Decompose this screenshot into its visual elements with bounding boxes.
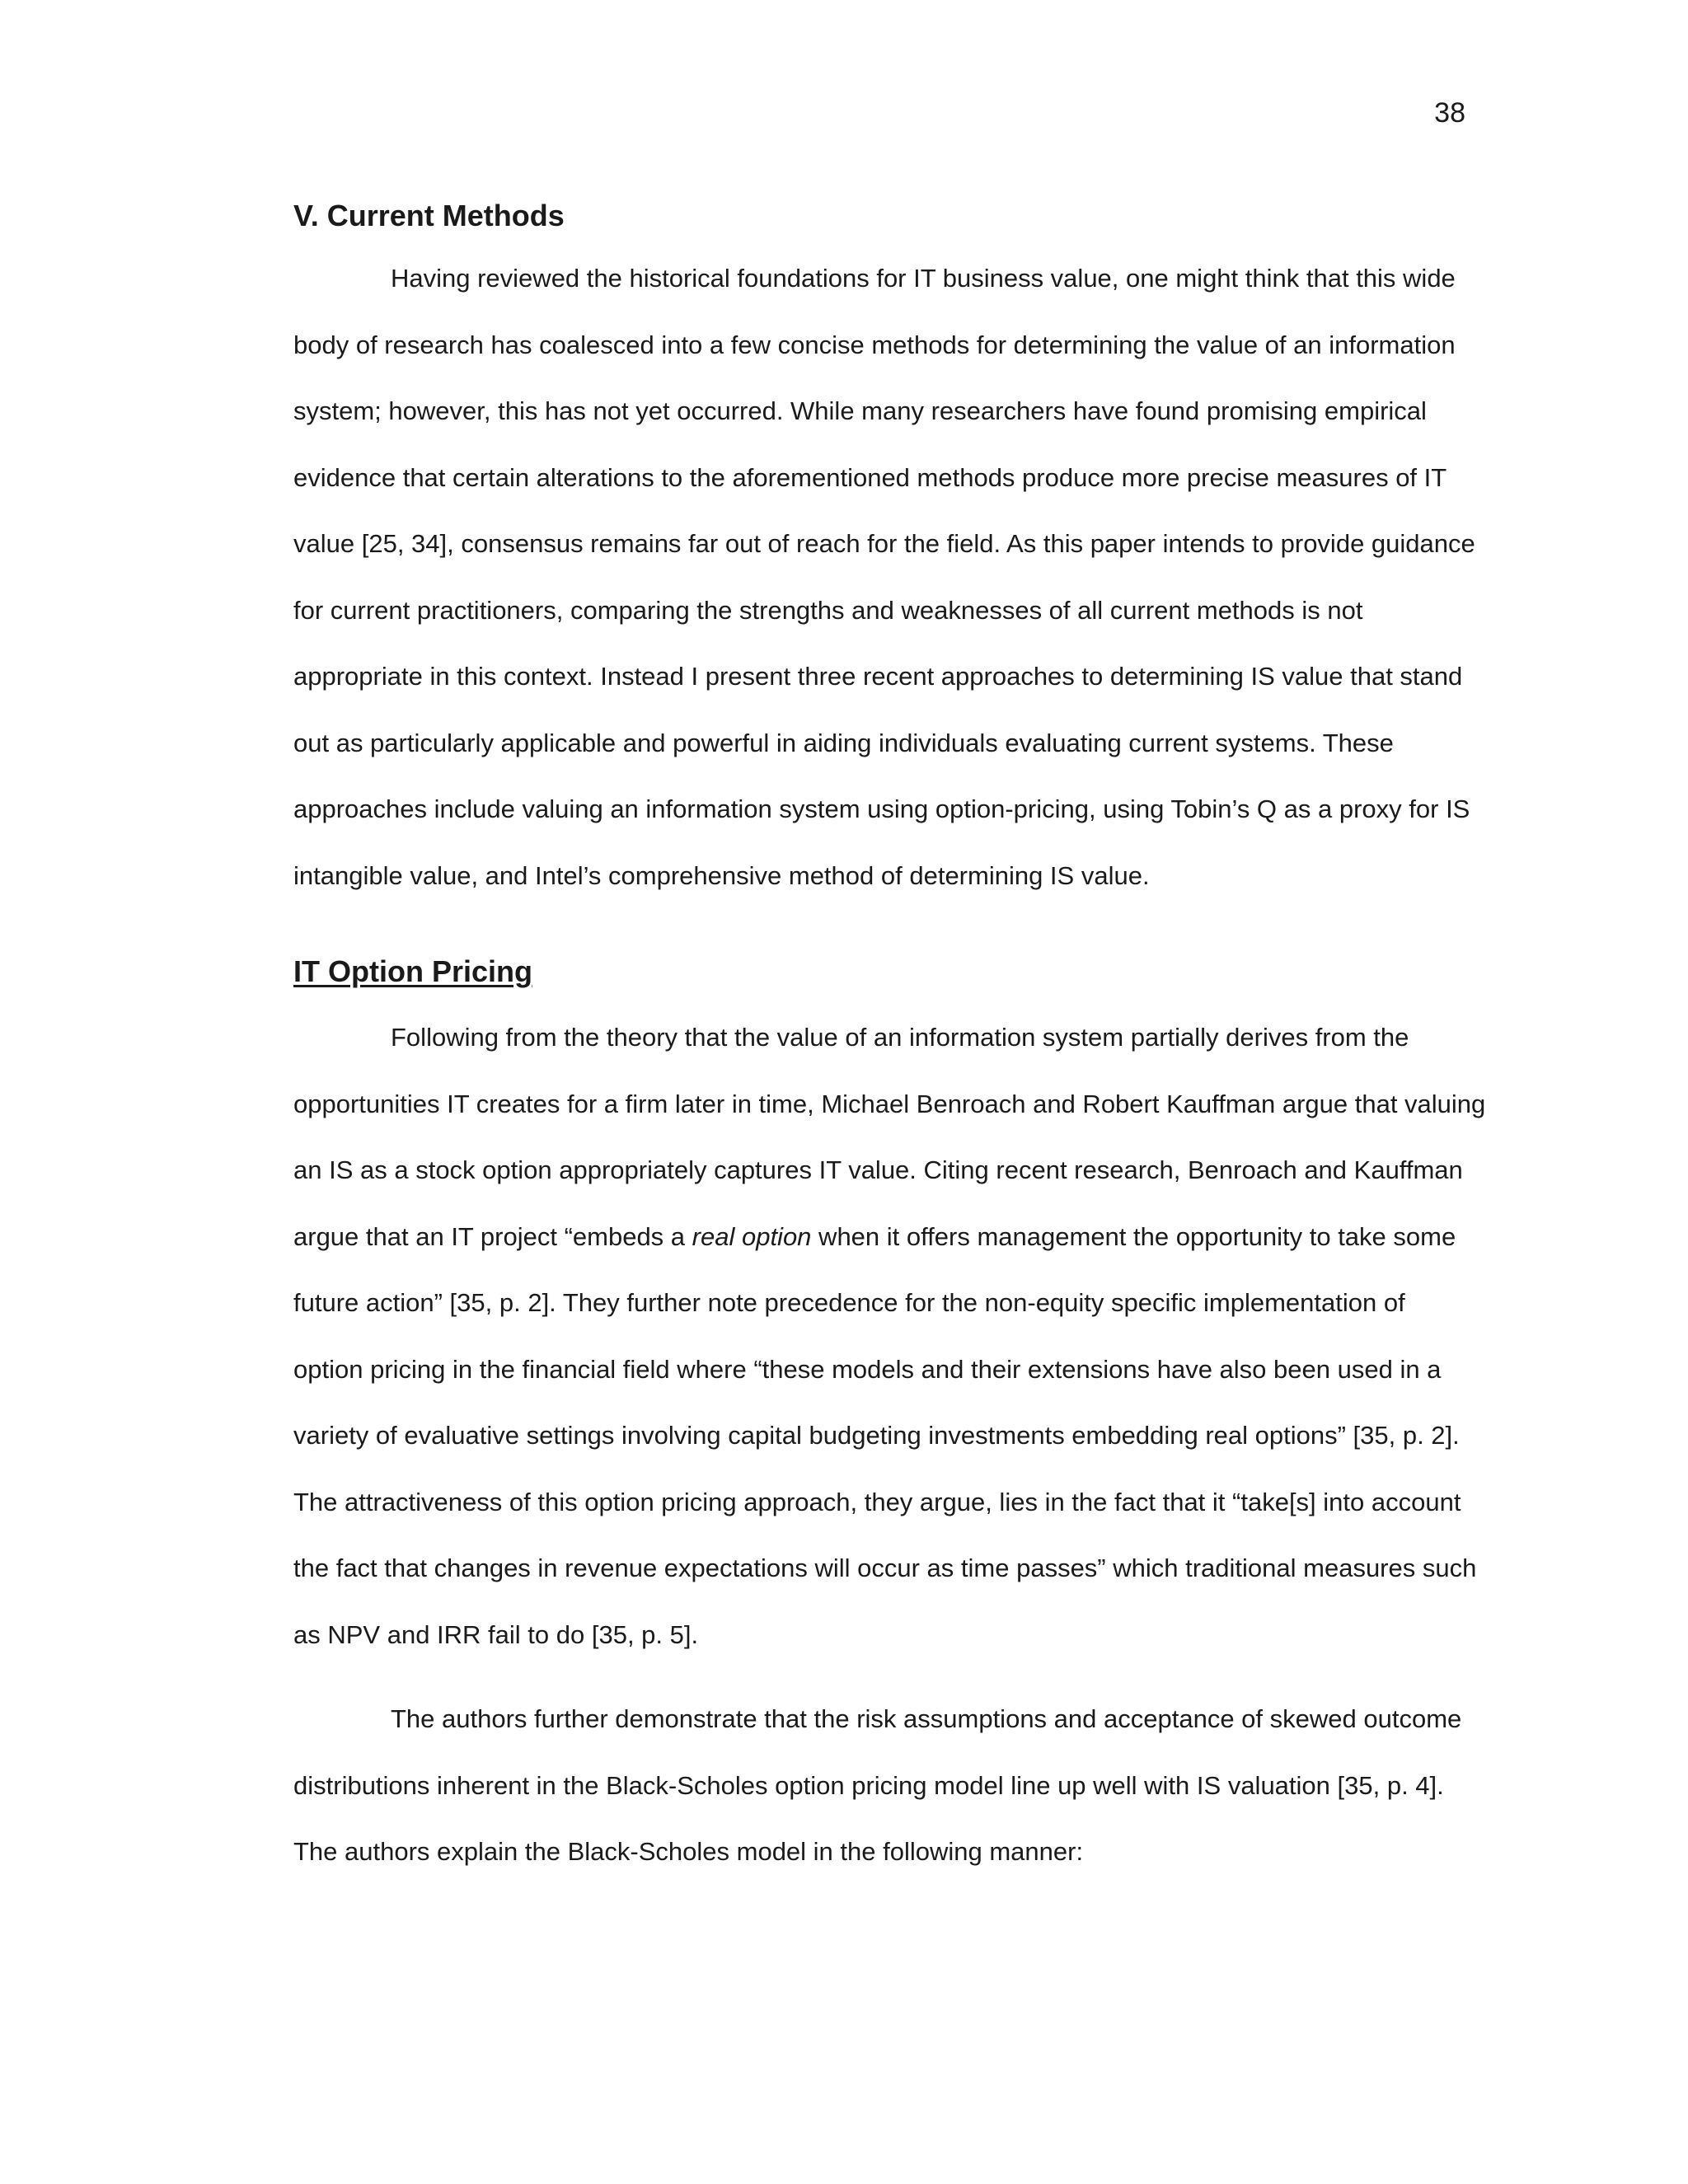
paragraph-line: Having reviewed the historical foundations for IT business value, one might think that this wide <box>391 264 1456 293</box>
paragraph-line: value [25, 34], consensus remains far out of reach for the field. As this paper intends to provide guidance <box>293 529 1475 558</box>
paragraph-line: opportunities IT creates for a firm later in time, Michael Benroach and Robert Kauffman argue that valuing <box>293 1089 1486 1118</box>
paragraph-line: The authors further demonstrate that the risk assumptions and acceptance of skewed outcome <box>391 1704 1462 1733</box>
paragraph-line: out as particularly applicable and powerful in aiding individuals evaluating current systems. These <box>293 728 1394 757</box>
paragraph-line: the fact that changes in revenue expectations will occur as time passes” which traditional measures such <box>293 1554 1477 1582</box>
paragraph-line: body of research has coalesced into a few concise methods for determining the value of an information <box>293 330 1456 359</box>
paragraph-line: The attractiveness of this option pricing approach, they argue, lies in the fact that it “take[s] into account <box>293 1487 1461 1516</box>
document-body <box>293 198 1486 1886</box>
paragraph-line: appropriate in this context. Instead I present three recent approaches to determining IS value that stand <box>293 662 1463 691</box>
paragraph-text: argue that an IT project “embeds a <box>293 1221 692 1251</box>
emphasis-text: real option <box>692 1221 812 1251</box>
section-heading: V. Current Methods <box>293 199 565 232</box>
paragraph-line: evidence that certain alterations to the aforementioned methods produce more precise measures of IT <box>293 462 1447 492</box>
paragraph-line: system; however, this has not yet occurred. While many researchers have found promising empirical <box>293 396 1427 425</box>
paragraph-text: when it offers management the opportunity to take some <box>811 1221 1456 1251</box>
page-number: 38 <box>1434 97 1465 129</box>
paragraph-line: for current practitioners, comparing the strengths and weaknesses of all current methods is not <box>293 595 1363 625</box>
paragraph-line: approaches include valuing an information system using option-pricing, using Tobin’s Q as a proxy for IS <box>293 794 1470 823</box>
subsection-heading: IT Option Pricing <box>293 954 532 988</box>
paragraph-line: as NPV and IRR fail to do [35, p. 5]. <box>293 1619 699 1649</box>
paragraph-line: distributions inherent in the Black-Scholes option pricing model line up well with IS valuation [35, p. 4]. <box>293 1770 1444 1800</box>
section-paragraph <box>293 246 1475 909</box>
paragraph-line: The authors explain the Black-Scholes model in the following manner: <box>293 1837 1084 1866</box>
paragraph-line: an IS as a stock option appropriately captures IT value. Citing recent research, Benroach and Kauffman <box>293 1155 1463 1184</box>
paragraph-line <box>293 1204 1467 1271</box>
subsection-paragraph <box>293 1005 1486 1668</box>
paragraph-line: Following from the theory that the value of an information system partially derives from the <box>391 1023 1409 1052</box>
paragraph-line: intangible value, and Intel’s comprehensive method of determining IS value. <box>293 860 1150 890</box>
subsection-paragraph <box>293 1686 1467 1886</box>
paragraph-line: option pricing in the financial field where “these models and their extensions have also been used in a <box>293 1354 1442 1384</box>
paragraph-line: variety of evaluative settings involving capital budgeting investments embedding real options” [35, p. 2]. <box>293 1421 1460 1450</box>
paragraph-line: future action” [35, p. 2]. They further note precedence for the non-equity specific implementation of <box>293 1288 1405 1317</box>
